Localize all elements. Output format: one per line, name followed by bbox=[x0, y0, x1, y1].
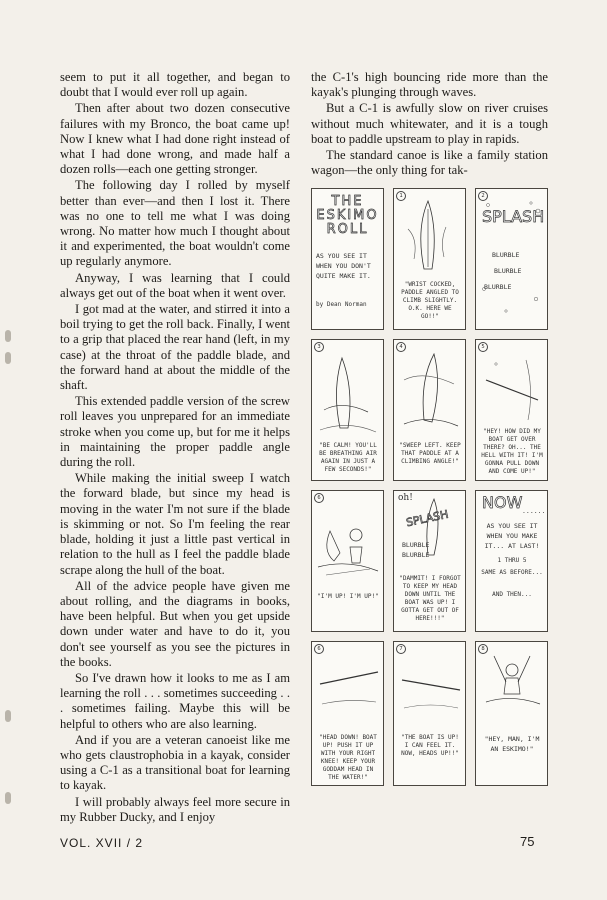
paragraph: The standard canoe is like a family station wagon—the only thing for tak- bbox=[311, 148, 548, 178]
paragraph: Then after about two dozen consecutive failures with my Bronco, the boat came up! Now I knew what I had done right instead of what I had done wrong, and made half a dozen rolls—each one getting stronger. bbox=[60, 101, 290, 177]
panel-number: 5 bbox=[478, 342, 488, 352]
panel-caption: "DAMMIT! I FORGOT TO KEEP MY HEAD DOWN UNTIL THE BOAT WAS UP! I GOTTA GET OUT OF HERE!!!" bbox=[399, 575, 461, 622]
paragraph: the C-1's high bouncing ride more than the kayak's plunging through waves. bbox=[311, 70, 548, 100]
panel-caption: "BE CALM! YOU'LL BE BREATHING AIR AGAIN IN JUST A FEW SECONDS!" bbox=[319, 442, 377, 473]
panel-caption: "HEY, MAN, I'M AN ESKIMO!" bbox=[484, 735, 540, 753]
comic-panel-2 bbox=[475, 188, 548, 330]
panel-number: 2 bbox=[478, 191, 488, 201]
paragraph: And if you are a veteran canoeist like me who gets claustrophobia in a kayak, consider using a C-1 as a transitional boat for learning to kayak. bbox=[60, 732, 290, 793]
blurble-text: BLURBLE bbox=[494, 267, 522, 275]
comic-panel-9 bbox=[311, 641, 384, 786]
blurble-text: BLURBLE bbox=[492, 251, 520, 259]
panel8-then: AND THEN... bbox=[492, 591, 532, 598]
volume-label: VOL. XVII / 2 bbox=[60, 836, 144, 850]
binding-hole bbox=[5, 330, 11, 342]
blurble-text: BLURBLE bbox=[402, 541, 430, 549]
panel-number: 6 bbox=[314, 493, 324, 503]
comic-strip bbox=[311, 188, 548, 786]
paragraph: I got mad at the water, and stirred it into a boil trying to get the roll back. Finally, I went to a grip that placed the rear hand (left, in my case) at the throat of the paddle blade, and the forward hand at about the middle of the shaft. bbox=[60, 302, 290, 393]
comic-panel-11 bbox=[475, 641, 548, 786]
panel-number: 6 bbox=[314, 644, 324, 654]
comic-panel-7 bbox=[393, 490, 466, 632]
panel-number: 7 bbox=[396, 644, 406, 654]
comic-title: THE ESKIMO ROLL bbox=[316, 194, 379, 237]
panel-caption: "HEY! HOW DID MY BOAT GET OVER THERE? OH... THE HELL WITH IT! I'M GONNA PULL DOWN AND COME UP!" bbox=[481, 428, 543, 475]
left-column bbox=[60, 70, 290, 826]
comic-panel-1 bbox=[393, 188, 466, 330]
now-text: NOW bbox=[482, 493, 523, 512]
comic-panel-6 bbox=[311, 490, 384, 632]
panel-number: 8 bbox=[478, 644, 488, 654]
comic-title-panel bbox=[311, 188, 384, 330]
panel-number: 1 bbox=[396, 191, 406, 201]
comic-panel-8 bbox=[475, 490, 548, 632]
panel8-thru: 1 THRU 5 bbox=[497, 557, 527, 564]
binding-hole bbox=[5, 352, 11, 364]
panel-caption: "SWEEP LEFT. KEEP THAT PADDLE AT A CLIMBING ANGLE!" bbox=[399, 442, 461, 465]
comic-panel-5 bbox=[475, 339, 548, 481]
comic-subtitle: AS YOU SEE IT WHEN YOU DON'T QUITE MAKE IT. bbox=[316, 252, 371, 280]
paragraph: seem to put it all together, and began to doubt that I would ever roll up again. bbox=[60, 70, 290, 100]
panel-number: 3 bbox=[314, 342, 324, 352]
paragraph: So I've drawn how it looks to me as I am learning the roll . . . sometimes succeeding . . . sometimes failing. Maybe this will be helpful to others who are also learning. bbox=[60, 670, 290, 731]
binding-hole bbox=[5, 710, 11, 722]
blurble-text: BLURBLE bbox=[484, 283, 512, 291]
panel-caption: "THE BOAT IS UP! I CAN FEEL IT. NOW, HEADS UP!!" bbox=[401, 734, 459, 757]
comic-panel-4 bbox=[393, 339, 466, 481]
panel-caption: "WRIST COCKED, PADDLE ANGLED TO CLIMB SLIGHTLY. O.K. HERE WE GO!!" bbox=[401, 281, 459, 320]
eskimo-drawing bbox=[476, 642, 548, 786]
splash-text: SPLASH bbox=[482, 207, 545, 226]
panel-number: 4 bbox=[396, 342, 406, 352]
panel-caption: "HEAD DOWN! BOAT UP! PUSH IT UP WITH YOUR RIGHT KNEE! KEEP YOUR GODDAM HEAD IN THE WATER!" bbox=[319, 734, 377, 781]
paragraph: Anyway, I was learning that I could always get out of the boat when it went over. bbox=[60, 270, 290, 300]
paragraph: The following day I rolled by myself better than ever—and then I lost it. There was no one to tell me what I was doing wrong. No matter how much I thought about it and experimented, the boat wouldn't come up regularly anymore. bbox=[60, 178, 290, 269]
paragraph: But a C-1 is awfully slow on river cruises without much whitewater, and it is a tough boat to paddle upstream to play in rapids. bbox=[311, 101, 548, 146]
paddle-drawing bbox=[394, 642, 466, 786]
paragraph: While making the initial sweep I watch the forward blade, but since my head is moving in the water I'm not sure if the blade is skimming or not. So I'm feeling the rear blade, holding it just a little past vertical in relation to the hull as I feel the paddle blade scrape along the hull of the boat. bbox=[60, 471, 290, 577]
right-column bbox=[311, 70, 548, 179]
panel-caption: "I'M UP! I'M UP!" bbox=[317, 593, 379, 600]
paragraph: All of the advice people have given me about rolling, and the diagrams in books, have been helpful. But when you get upside down under water and have to do it, you don't see yourself as you see the pictures in the books. bbox=[60, 578, 290, 669]
page-number: 75 bbox=[520, 834, 535, 849]
panel8-text: AS YOU SEE IT WHEN YOU MAKE IT... AT LAST! bbox=[484, 522, 540, 550]
binding-hole bbox=[5, 792, 11, 804]
paddler-drawing bbox=[312, 491, 384, 632]
splash-text: SPLASH bbox=[405, 507, 450, 530]
comic-panel-3 bbox=[311, 339, 384, 481]
oh-text: oh! bbox=[398, 493, 413, 503]
comic-panel-10 bbox=[393, 641, 466, 786]
panel8-same: SAME AS BEFORE... bbox=[481, 569, 543, 576]
dots-text: ...... bbox=[522, 507, 546, 515]
paragraph: I will probably always feel more secure in my Rubber Ducky, and I enjoy bbox=[60, 794, 290, 824]
blurble-text: BLURBLE bbox=[402, 551, 430, 559]
paragraph: This extended paddle version of the screw roll leaves you unprepared for an immediate stroke when you come up, but for me it helps in maintaining the proper paddle angle during the roll. bbox=[60, 394, 290, 470]
comic-byline: by Dean Norman bbox=[316, 301, 367, 308]
